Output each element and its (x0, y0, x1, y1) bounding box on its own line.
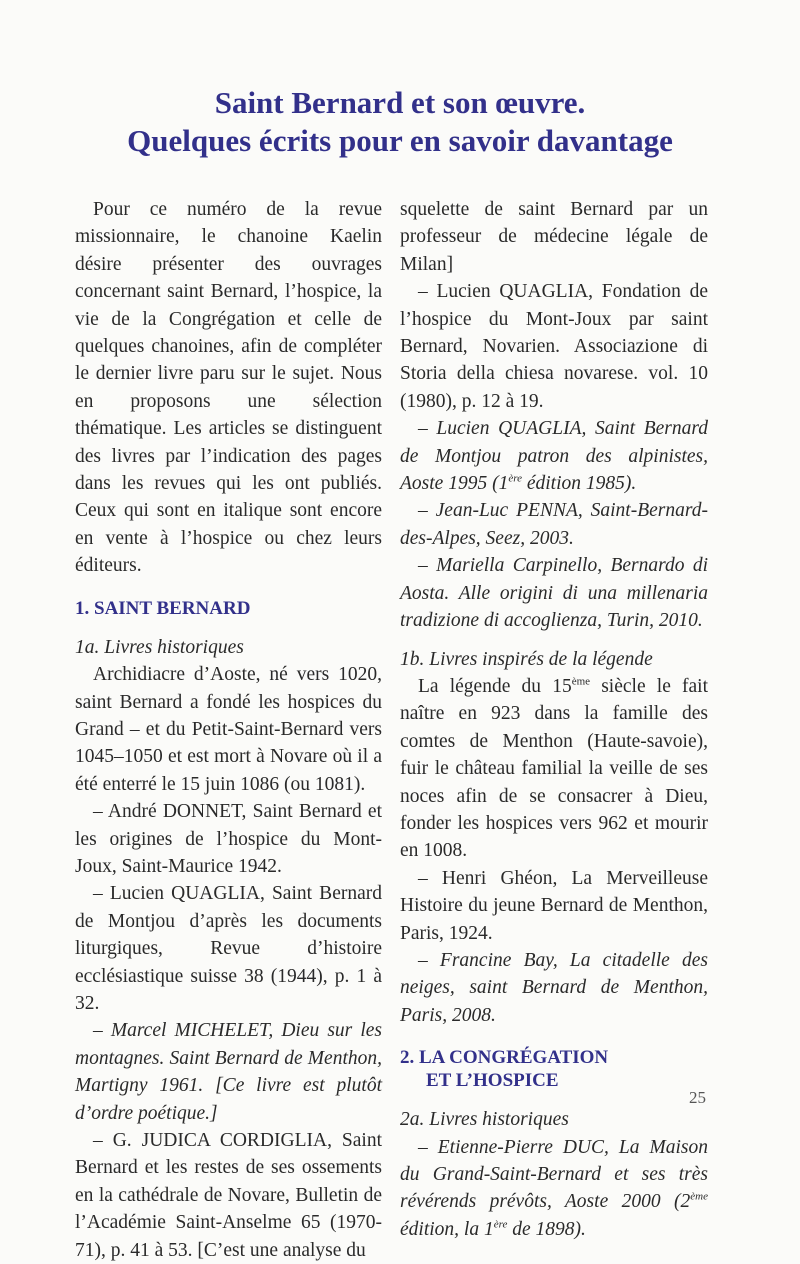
subheading-2a: 2a. Livres historiques (400, 1109, 569, 1131)
entry-text: édition 1985). (521, 473, 637, 495)
bibliography-entry: – G. JUDICA CORDIGLIA, Saint Bernard et les restes de ses ossements en la cathédrale de Novare, Bulletin de l’Académie Saint-Anselme 65 (1970-71), p. 41 à 53. [C’est une analyse du (75, 1130, 382, 1261)
superscript: ème (690, 1190, 708, 1203)
left-column (75, 196, 382, 1264)
section-heading-saint-bernard: 1. SAINT BERNARD (75, 597, 251, 619)
superscript: ère (508, 472, 522, 485)
bibliography-entry-italic: – Mariella Carpinello, Bernardo di Aosta. Alle origini di una millenaria tradizione di accoglienza, Turin, 2010. (400, 555, 708, 632)
title-line-2: Quelques écrits pour en savoir davantage (127, 123, 673, 158)
page-title (0, 84, 800, 160)
bibliography-entry-italic: – Jean-Luc PENNA, Saint-Bernard-des-Alpes, Seez, 2003. (400, 500, 708, 549)
entry-text: de 1898). (507, 1218, 586, 1240)
paragraph-legend (400, 673, 708, 865)
entry-text: – Etienne-Pierre DUC, La Maison du Grand-Saint-Bernard et ses très révérends prévôts, Aoste 2000 (2 (400, 1136, 708, 1213)
page-number: 25 (689, 1088, 706, 1107)
heading-line: 2. LA CONGRÉGATION (400, 1047, 609, 1069)
bibliography-entry: – Henri Ghéon, La Merveilleuse Histoire du jeune Bernard de Menthon, Paris, 1924. (400, 867, 708, 944)
subheading-1a: 1a. Livres historiques (75, 636, 244, 658)
bibliography-entry-italic: – Francine Bay, La citadelle des neiges, saint Bernard de Menthon, Paris, 2008. (400, 949, 708, 1026)
subheading-1b: 1b. Livres inspirés de la légende (400, 648, 653, 670)
bibliography-entry: – André DONNET, Saint Bernard et les origines de l’hospice du Mont-Joux, Saint-Maurice 1942. (75, 801, 382, 877)
bibliography-entry-italic (400, 415, 708, 497)
bibliography-entry-italic: – Marcel MICHELET, Dieu sur les montagnes. Saint Bernard de Menthon, Martigny 1961. [Ce livre est plutôt d’ordre poétique.] (75, 1020, 382, 1124)
superscript: ème (571, 675, 591, 688)
paragraph-biography: Archidiacre d’Aoste, né vers 1020, saint Bernard a fondé les hospices du Grand – et du Petit-Saint-Bernard vers 1045–1050 et est mort à Novare où il a été enterré le 15 juin 1086 (ou 1081). (75, 664, 382, 795)
title-line-1: Saint Bernard et son œuvre. (214, 85, 586, 120)
right-column (400, 196, 708, 1243)
bibliography-entry-italic (400, 1134, 708, 1244)
entry-text: siècle le fait naître en 923 dans la famille des comtes de Menthon (Haute-savoie), fuir le château familial la veille de ses noces afin de se consacrer à Dieu, fonder les hospices vers 962 et mourir en 1008. (400, 675, 709, 862)
bibliography-entry: – Lucien QUAGLIA, Fondation de l’hospice du Mont-Joux par saint Bernard, Novarien. Associazione di Storia della chiesa novarese. vol. 10 (1980), p. 12 à 19. (400, 281, 708, 412)
bibliography-entry: – Lucien QUAGLIA, Saint Bernard de Montjou d’après les documents liturgiques, Revue d’histoire ecclésiastique suisse 38 (1944), p. 1 à 32. (75, 883, 382, 1014)
entry-text: La légende du 15 (418, 675, 572, 697)
entry-text: – Lucien QUAGLIA, Saint Bernard de Montjou patron des alpinistes, Aoste 1995 (1 (400, 418, 708, 495)
intro-paragraph: Pour ce numéro de la revue missionnaire, le chanoine Kaelin désire présenter des ouvrages concernant saint Bernard, l’hospice, la vie de la Congrégation et celle de quelques chanoines, afin de compléter le dernier livre paru sur le sujet. Nous en proposons une sélection thématique. Les articles se distinguent des livres par l’indication des pages dans les revues qui les ont publiés. Ceux qui sont en italique sont encore en vente à l’hospice ou chez leurs éditeurs. (75, 199, 382, 577)
heading-line: ET L’HOSPICE (426, 1070, 559, 1092)
superscript: ère (493, 1218, 508, 1231)
entry-text: édition, la 1 (400, 1218, 494, 1240)
section-heading-congregation (400, 1046, 708, 1092)
paragraph-continuation: squelette de saint Bernard par un professeur de médecine légale de Milan] (400, 199, 708, 275)
